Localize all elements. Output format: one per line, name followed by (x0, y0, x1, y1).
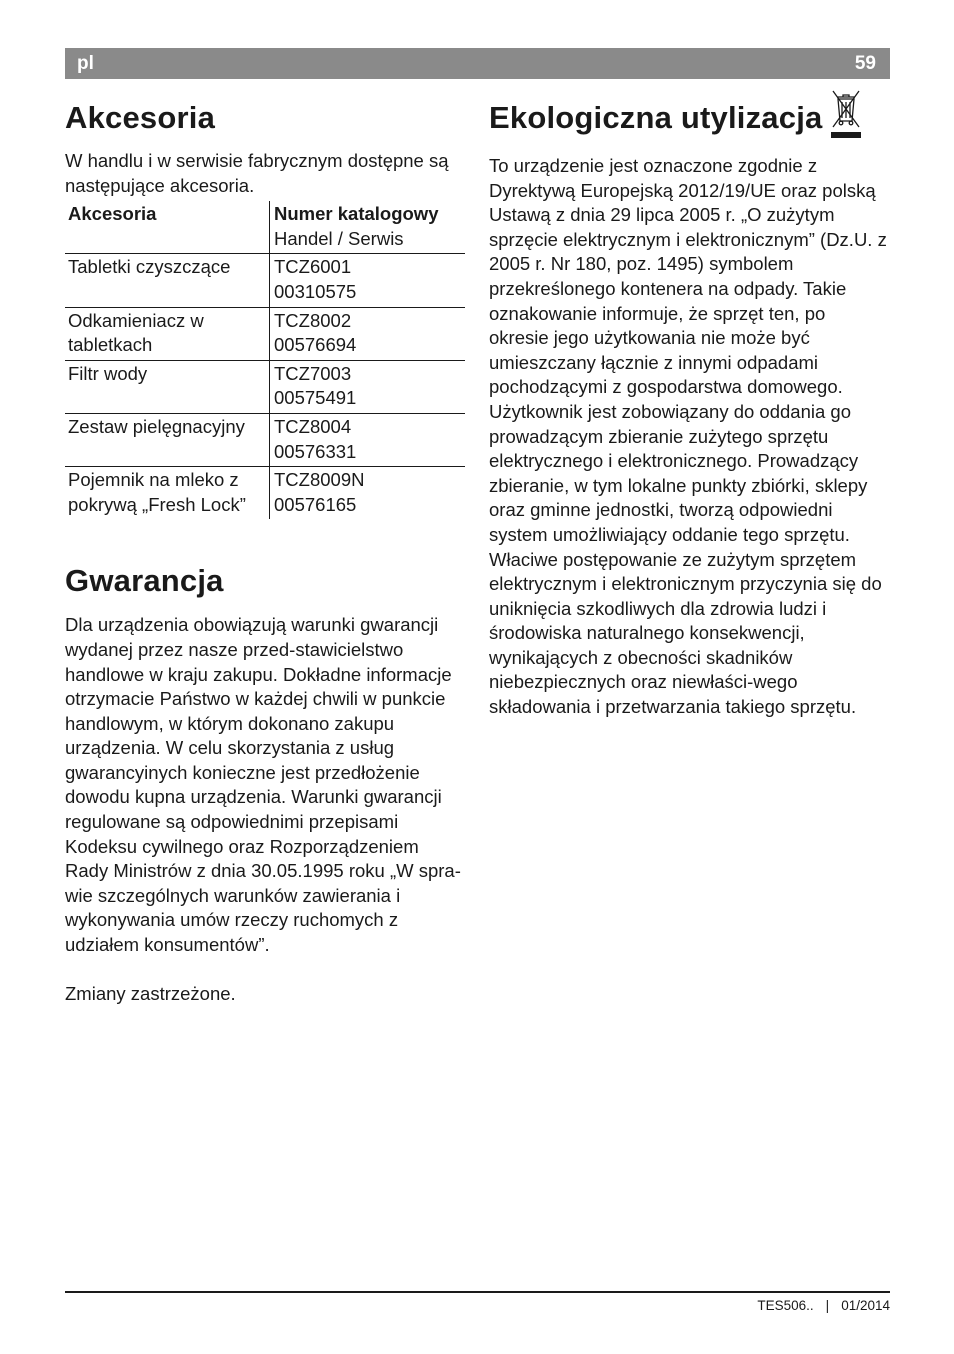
accessories-table (65, 201, 465, 519)
language-code: pl (77, 53, 94, 74)
table-row (65, 254, 465, 307)
publication-date: 01/2014 (841, 1298, 890, 1313)
eco-disposal-title: Ekologiczna utylizacja (489, 100, 823, 135)
trade-number: TCZ8009N (274, 469, 365, 491)
table-row (65, 413, 465, 466)
accessories-title: Akcesoria (65, 100, 216, 135)
footer-divider (65, 1291, 890, 1293)
service-number: 00576165 (274, 493, 357, 515)
catalog-numbers (270, 413, 466, 466)
service-number: 00576694 (274, 334, 357, 356)
eco-heading (489, 96, 889, 145)
table-header-row (65, 201, 465, 254)
trade-service-label: Handel / Serwis (274, 227, 404, 249)
catalog-numbers (270, 360, 466, 413)
table-row (65, 467, 465, 520)
table-row (65, 360, 465, 413)
trade-number: TCZ8004 (274, 415, 352, 437)
left-column (65, 96, 465, 1007)
eco-disposal-body: To urządzenie jest oznaczone zgodnie z Dyrektywą Europejską 2012/19/UE oraz polską Ustawą z dnia 29 lipca 2005 r. „O zużytym sprzęcie elektrycznym i elektronicznym” (Dz.U. z 2005 r. Nr 180, poz. 1495) symbolem przekreślonego kontenera na odpady. Takie oznakowanie informuje, że sprzęt ten, po okresie jego użytkowania nie może być umieszczany łącznie z innymi odpadami pochodzącymi z gospodarstwa domowego. Użytkownik jest zobowiązany do oddania go prowadzącym zbieranie zużytego sprzętu elektrycznego i elektronicznego. Prowadzący zbieranie, w tym lokalne punkty zbiórki, sklepy oraz gminne jednostki, tworzą odpowiedni system umożliwiający oddanie tego sprzętu. Właciwe postępowanie ze zużytym sprzętem elektrycznym i elektronicznym przyczynia się do uniknięcia szkodliwych dla zdrowia ludzi i środowiska naturalnego konsekwencji, wynikających z obecności skadników niebezpiecznych oraz niewłaści-wego składowania i przetwarzania takiego sprzętu. (489, 155, 887, 718)
right-column (489, 96, 889, 720)
accessory-name: Tabletki czyszczące (65, 254, 270, 307)
col-catalog-number-header (270, 201, 466, 254)
page-footer (757, 1298, 890, 1313)
crossed-out-wheelie-bin-icon (830, 88, 862, 145)
footer-separator: | (825, 1298, 830, 1313)
table-row (65, 307, 465, 360)
page-number: 59 (854, 53, 876, 74)
catalog-numbers (270, 307, 466, 360)
accessory-name: Odkamieniacz w tabletkach (65, 307, 270, 360)
service-number: 00576331 (274, 440, 357, 462)
page-header-bar (65, 48, 890, 79)
catalog-numbers (270, 467, 466, 520)
accessory-name: Pojemnik na mleko z pokrywą „Fresh Lock” (65, 467, 270, 520)
accessories-intro: W handlu i w serwisie fabrycznym dostępne są następujące akcesoria. (65, 150, 449, 196)
model-number: TES506.. (757, 1298, 814, 1313)
service-number: 00310575 (274, 280, 357, 302)
col-accessory-header: Akcesoria (65, 201, 270, 254)
catalog-numbers (270, 254, 466, 307)
accessory-name: Filtr wody (65, 360, 270, 413)
trade-number: TCZ6001 (274, 256, 352, 278)
catalog-number-label: Numer katalogowy (274, 203, 439, 225)
warranty-title: Gwarancja (65, 563, 224, 599)
trade-number: TCZ8002 (274, 309, 352, 331)
warranty-body: Dla urządzenia obowiązują warunki gwarancji wydanej przez nasze przed-stawicielstwo handlowe w kraju zakupu. Dokładne informacje otrzymacie Państwo w każdej chwili w punkcie handlowym, w którym dokonano zakupu urządzenia. W celu skorzystania z usług gwarancyinych konieczne jest przedłożenie dowodu kupna urządzenia. Warunki gwarancji regulowane są odpowiednimi przepisami Kodeksu cywilnego oraz Rozporządzeniem Rady Ministrów z dnia 30.05.1995 roku „W spra-wie szczególnych warunków zawierania i wykonywania umów rzeczy ruchomych z udziałem konsumentów”. (65, 614, 461, 956)
accessory-name: Zestaw pielęgnacyjny (65, 413, 270, 466)
changes-reserved-note: Zmiany zastrzeżone. (65, 983, 236, 1005)
service-number: 00575491 (274, 387, 357, 409)
trade-number: TCZ7003 (274, 362, 352, 384)
